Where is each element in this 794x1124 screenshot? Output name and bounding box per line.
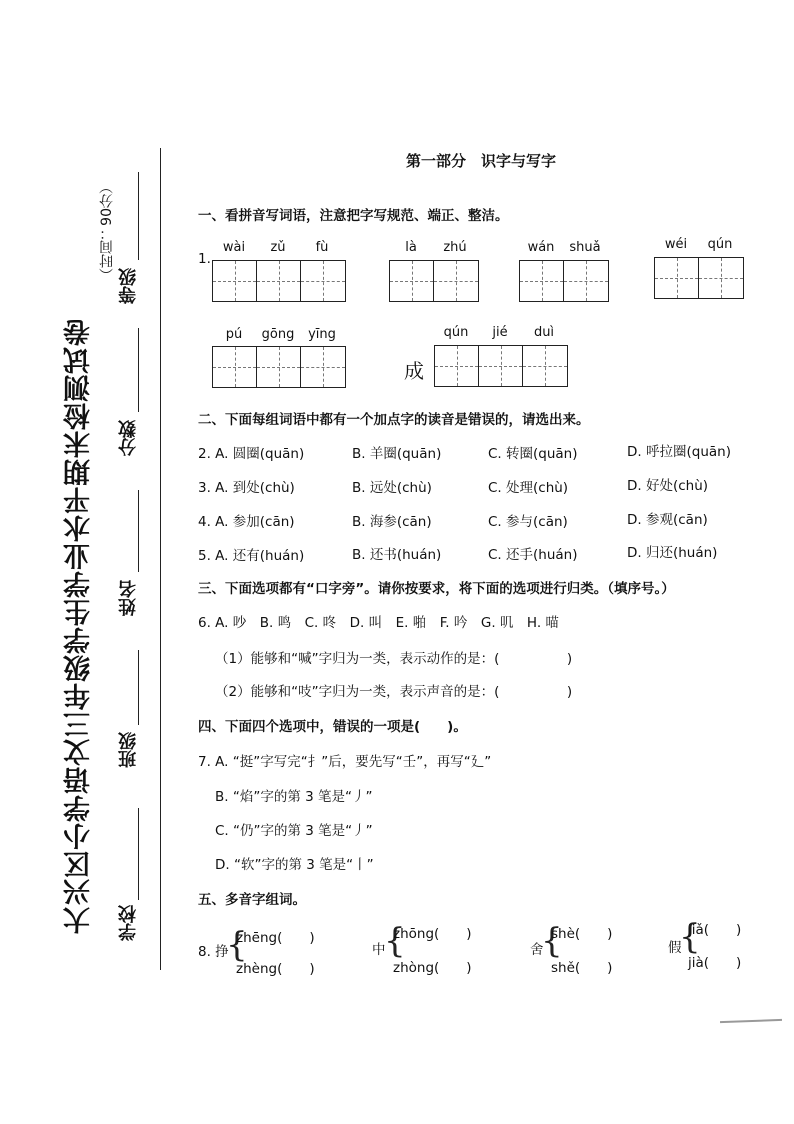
grid-cell[interactable] <box>435 346 479 386</box>
grid-cell[interactable] <box>257 261 301 301</box>
option-a: 5. A. 还有(huán) <box>198 548 305 564</box>
writing-grid[interactable] <box>212 260 346 302</box>
section4-heading: 四、下面四个选项中，错误的一项是( )。 <box>198 719 467 735</box>
section5-heading: 五、多音字组词。 <box>198 892 306 908</box>
grid-cell[interactable] <box>655 258 699 298</box>
pinyin: zhú <box>443 240 467 255</box>
school-field[interactable] <box>138 808 139 900</box>
pinyin: zǔ <box>270 240 286 255</box>
option-d: D. 归还(huán) <box>627 545 718 561</box>
pinyin: là <box>405 240 417 255</box>
option-b: B. 海参(cān) <box>352 514 432 530</box>
prefix-character: 成 <box>404 359 424 383</box>
pinyin: shuǎ <box>569 240 601 255</box>
polyphone-char: 假 <box>668 940 682 956</box>
class-label: 班级 <box>118 732 139 768</box>
pinyin: gōng <box>261 327 295 342</box>
reading-blank: zhōng( ) <box>393 926 472 942</box>
subquestion: （1）能够和“喊”字归为一类，表示动作的是：( ) <box>215 651 573 667</box>
option-c: C. 处理(chù) <box>488 480 569 496</box>
reading-blank: jiǎ( ) <box>688 922 742 938</box>
part-title: 第一部分 识字与写字 <box>406 152 557 170</box>
writing-grid[interactable] <box>434 345 568 387</box>
option-c: C. 还手(huán) <box>488 547 578 563</box>
writing-grid[interactable] <box>654 257 744 299</box>
grid-cell[interactable] <box>390 261 434 301</box>
polyphone-char: 8. 挣 <box>198 944 229 960</box>
pinyin: wán <box>527 240 555 255</box>
reading-blank: shè( ) <box>551 926 613 942</box>
exam-time: （时间：90分） <box>99 180 115 282</box>
grid-cell[interactable] <box>564 261 608 301</box>
brace-icon: { <box>679 917 701 957</box>
reading-blank: zhēng( ) <box>236 930 315 946</box>
option-c: C. 参与(cān) <box>488 514 568 530</box>
name-label: 姓名 <box>118 580 139 616</box>
score-field[interactable] <box>138 328 139 412</box>
reading-blank: shě( ) <box>551 960 613 976</box>
grid-cell[interactable] <box>699 258 743 298</box>
grid-cell[interactable] <box>523 346 567 386</box>
section1-heading: 一、看拼音写词语，注意把字写规范、端正、整洁。 <box>198 208 509 224</box>
grid-cell[interactable] <box>434 261 478 301</box>
writing-grid[interactable] <box>389 260 479 302</box>
school-label: 学校 <box>118 905 139 941</box>
grid-cell[interactable] <box>479 346 523 386</box>
grid-cell[interactable] <box>213 347 257 387</box>
section2-heading: 二、下面每组词语中都有一个加点字的读音是错误的，请选出来。 <box>198 412 590 428</box>
grid-cell[interactable] <box>301 347 345 387</box>
options-line: 6. A. 吵 B. 鸣 C. 咚 D. 叫 E. 啪 F. 吟 G. 叽 H. 喵 <box>198 615 559 631</box>
option-d: D. 好处(chù) <box>627 478 709 494</box>
grid-cell[interactable] <box>213 261 257 301</box>
option-b: B. 远处(chù) <box>352 480 432 496</box>
grade-field[interactable] <box>138 172 139 260</box>
reading-blank: zhèng( ) <box>236 961 315 977</box>
grade-label: 等级 <box>118 268 139 304</box>
option-a: 2. A. 圆圈(quān) <box>198 446 305 462</box>
brace-icon: { <box>541 921 563 961</box>
exam-title: 大兴区小学语文三年级学生学业水平期末检测试卷 <box>64 318 95 934</box>
section3-heading: 三、下面选项都有“口字旁”。请你按要求，将下面的选项进行归类。（填序号。） <box>198 581 675 597</box>
pinyin: wài <box>222 240 246 255</box>
name-field[interactable] <box>138 490 139 572</box>
pinyin: pú <box>225 327 243 342</box>
pinyin: yīng <box>308 327 336 342</box>
pinyin: fù <box>315 240 329 255</box>
grid-cell[interactable] <box>257 347 301 387</box>
grid-cell[interactable] <box>301 261 345 301</box>
question-number: 1. <box>198 251 211 267</box>
choice-item: C. “仍”字的第 3 笔是“丿” <box>215 823 373 839</box>
option-d: D. 呼拉圈(quān) <box>627 444 731 460</box>
polyphone-char: 中 <box>372 942 386 958</box>
class-field[interactable] <box>138 650 139 725</box>
pinyin: wéi <box>664 237 688 252</box>
option-a: 4. A. 参加(cān) <box>198 514 295 530</box>
option-b: B. 还书(huán) <box>352 547 442 563</box>
reading-blank: zhòng( ) <box>393 960 472 976</box>
reading-blank: jià( ) <box>688 955 742 971</box>
subquestion: （2）能够和“吱”字归为一类，表示声音的是：( ) <box>215 684 573 700</box>
choice-item: B. “焰”字的第 3 笔是“丿” <box>215 789 373 805</box>
option-a: 3. A. 到处(chù) <box>198 480 295 496</box>
option-c: C. 转圈(quān) <box>488 446 578 462</box>
brace-icon: { <box>384 921 406 961</box>
score-label: 分数 <box>118 420 139 456</box>
pinyin: qún <box>443 325 469 340</box>
choice-item: D. “软”字的第 3 笔是“丨” <box>215 857 374 873</box>
pinyin: jié <box>492 325 508 340</box>
option-b: B. 羊圈(quān) <box>352 446 442 462</box>
polyphone-char: 舍 <box>530 942 544 958</box>
writing-grid[interactable] <box>212 346 346 388</box>
sidebar-divider <box>160 148 161 970</box>
choice-item: 7. A. “挺”字写完“扌”后，要先写“壬”，再写“廴” <box>198 754 492 770</box>
pinyin: duì <box>533 325 555 340</box>
pinyin: qún <box>707 237 733 252</box>
grid-cell[interactable] <box>520 261 564 301</box>
writing-grid[interactable] <box>519 260 609 302</box>
option-d: D. 参观(cān) <box>627 512 708 528</box>
scan-mark <box>720 1019 782 1023</box>
brace-icon: { <box>226 925 248 965</box>
